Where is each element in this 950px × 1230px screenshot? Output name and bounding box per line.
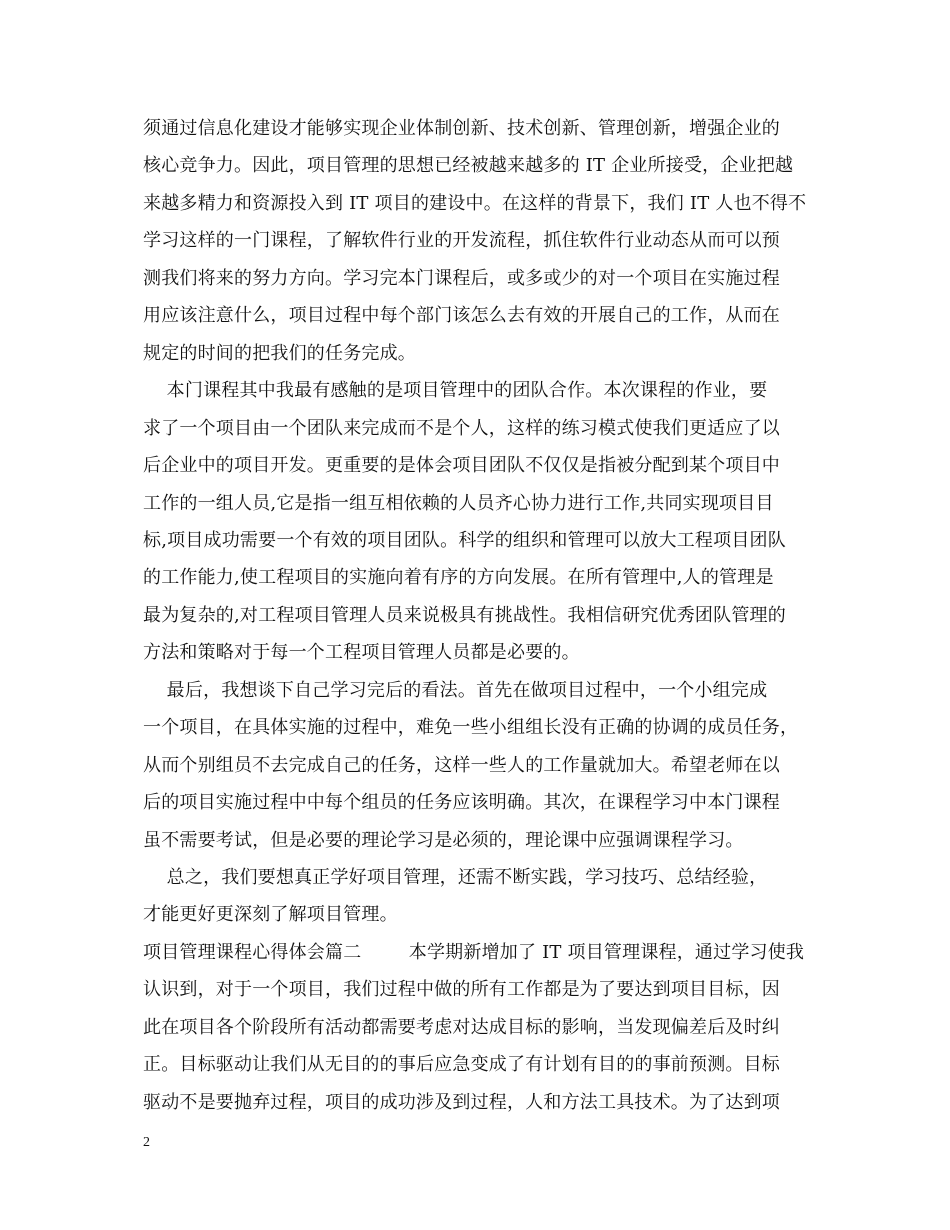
- text-line: 来越多精力和资源投入到 IT 项目的建设中。在这样的背景下，我们 IT 人也不得不: [143, 192, 807, 214]
- text-line: 最为复杂的,对工程项目管理人员来说极具有挑战性。我相信研究优秀团队管理的: [143, 604, 786, 626]
- text-line: 规定的时间的把我们的任务完成。: [143, 342, 416, 364]
- text-line: 认识到，对于一个项目，我们过程中做的所有工作都是为了要达到项目目标，因: [143, 979, 780, 1001]
- text-line: 学习这样的一门课程，了解软件行业的开发流程，抓住软件行业动态从而可以预: [143, 230, 780, 252]
- text-line: 从而个别组员不去完成自己的任务，这样一些人的工作量就加大。希望老师在以: [143, 754, 780, 776]
- text-line: 求了一个项目由一个团队来完成而不是个人，这样的练习模式使我们更适应了以: [143, 417, 780, 439]
- text-line: 此在项目各个阶段所有活动都需要考虑对达成目标的影响，当发现偏差后及时纠: [143, 1016, 780, 1038]
- text-line: 驱动不是要抛弃过程，项目的成功涉及到过程，人和方法工具技术。为了达到项: [143, 1091, 780, 1113]
- text-line: 总之，我们要想真正学好项目管理，还需不断实践，学习技巧、总结经验，: [143, 867, 768, 888]
- text-line: 正。目标驱动让我们从无目的的事后应急变成了有计划有目的的事前预测。目标: [143, 1054, 780, 1076]
- text-line: 后的项目实施过程中中每个组员的任务应该明确。其次，在课程学习中本门课程: [143, 792, 780, 814]
- text-line: 用应该注意什么，项目过程中每个部门该怎么去有效的开展自己的工作，从而在: [143, 305, 780, 327]
- text-line: 标,项目成功需要一个有效的项目团队。科学的组织和管理可以放大工程项目团队: [143, 529, 786, 551]
- text-line: 工作的一组人员,它是指一组互相依赖的人员齐心协力进行工作,共同实现项目目: [143, 492, 774, 514]
- text-line: 才能更好更深刻了解项目管理。: [143, 904, 398, 926]
- text-line: 须通过信息化建设才能够实现企业体制创新、技术创新、管理创新，增强企业的: [143, 118, 780, 139]
- text-line: 方法和策略对于每一个工程项目管理人员都是必要的。: [143, 642, 580, 664]
- text-line: 最后，我想谈下自己学习完后的看法。首先在做项目过程中，一个小组完成: [143, 679, 768, 701]
- text-line: 本门课程其中我最有感触的是项目管理中的团队合作。本次课程的作业，要: [143, 380, 768, 402]
- text-line: 一个项目，在具体实施的过程中，难免一些小组组长没有正确的协调的成员任务，: [143, 717, 799, 739]
- page-number: 2: [143, 1135, 150, 1150]
- text-line: 后企业中的项目开发。更重要的是体会项目团队不仅仅是指被分配到某个项目中: [143, 455, 780, 477]
- text-line: 的工作能力,使工程项目的实施向着有序的方向发展。在所有管理中,人的管理是: [143, 567, 774, 589]
- text-line: 核心竞争力。因此，项目管理的思想已经被越来越多的 IT 企业所接受，企业把越: [143, 155, 794, 177]
- text-line: 测我们将来的努力方向。学习完本门课程后，或多或少的对一个项目在实施过程: [143, 267, 780, 289]
- text-line: 虽不需要考试，但是必要的理论学习是必须的，理论课中应强调课程学习。: [143, 829, 744, 851]
- text-line: 项目管理课程心得体会篇二 本学期新增加了 IT 项目管理课程，通过学习使我: [143, 941, 805, 963]
